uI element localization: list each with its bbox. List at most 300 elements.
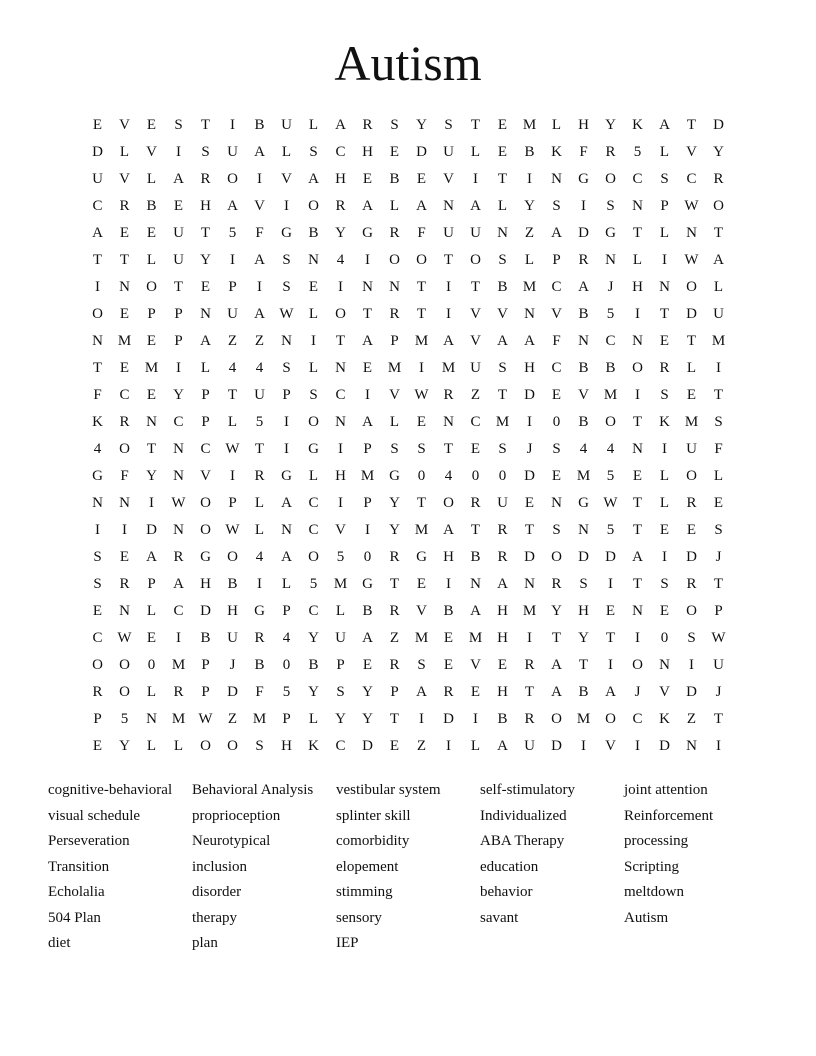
grid-letter: T <box>632 522 643 538</box>
word-list-item: 504 Plan <box>48 909 101 926</box>
word-list-item: Autism <box>624 909 669 926</box>
grid-letter: T <box>686 117 697 133</box>
grid-letter: L <box>119 144 130 160</box>
word-list-item: Echolalia <box>48 884 105 900</box>
grid-letter: B <box>443 603 454 619</box>
grid-letter: U <box>713 306 724 322</box>
grid-letter: T <box>497 387 508 403</box>
grid-letter: R <box>443 684 454 700</box>
grid-letter: N <box>119 495 130 511</box>
grid-letter: Y <box>605 117 616 133</box>
grid-letter: N <box>632 333 643 349</box>
grid-letter: I <box>338 441 343 457</box>
grid-letter: C <box>308 522 319 538</box>
grid-letter: W <box>414 387 429 403</box>
grid-letter: 4 <box>282 630 291 646</box>
grid-letter: P <box>714 603 723 619</box>
word-list-item: IEP <box>336 935 359 951</box>
grid-letter: M <box>522 117 537 133</box>
grid-letter: N <box>524 576 535 592</box>
grid-letter: B <box>524 144 535 160</box>
grid-letter: P <box>147 306 156 322</box>
grid-letter: V <box>335 522 346 538</box>
grid-letter: O <box>308 549 319 565</box>
grid-letter: L <box>146 738 157 754</box>
grid-letter: A <box>416 684 427 700</box>
grid-letter: T <box>416 306 427 322</box>
grid-letter: 0 <box>417 468 426 484</box>
grid-letter: W <box>225 522 240 538</box>
grid-letter: M <box>360 468 375 484</box>
grid-letter: I <box>635 387 640 403</box>
grid-letter: H <box>335 171 346 187</box>
grid-letter: Y <box>146 468 157 484</box>
grid-letter: T <box>659 306 670 322</box>
grid-letter: Y <box>335 711 346 727</box>
grid-letter: E <box>362 657 373 673</box>
grid-letter: B <box>497 711 508 727</box>
grid-letter: L <box>659 468 670 484</box>
grid-letter: R <box>389 549 400 565</box>
grid-letter: Y <box>173 387 184 403</box>
grid-letter: O <box>146 279 157 295</box>
grid-letter: T <box>713 576 724 592</box>
grid-letter: 5 <box>282 684 291 700</box>
word-list-item: Neurotypical <box>192 833 271 849</box>
grid-letter: S <box>282 360 291 376</box>
grid-letter: S <box>579 576 588 592</box>
grid-letter: S <box>309 144 318 160</box>
grid-letter: 0 <box>147 657 156 673</box>
grid-letter: M <box>603 387 618 403</box>
grid-letter: O <box>605 711 616 727</box>
grid-letter: I <box>662 441 667 457</box>
grid-letter: T <box>416 279 427 295</box>
grid-letter: 4 <box>606 441 615 457</box>
grid-letter: R <box>389 657 400 673</box>
grid-letter: 4 <box>93 441 102 457</box>
grid-letter: I <box>311 333 316 349</box>
grid-letter: N <box>551 171 562 187</box>
grid-letter: P <box>282 711 291 727</box>
word-list-item: inclusion <box>192 858 247 875</box>
grid-letter: S <box>498 441 507 457</box>
word-list-item: therapy <box>192 909 237 926</box>
grid-letter: E <box>119 306 130 322</box>
grid-letter: I <box>257 279 262 295</box>
grid-letter: J <box>229 657 236 673</box>
word-list-item: cognitive-behavioral <box>48 782 173 798</box>
grid-letter: T <box>632 225 643 241</box>
grid-letter: F <box>714 441 723 457</box>
grid-letter: T <box>578 657 589 673</box>
grid-letter: Y <box>389 522 400 538</box>
grid-letter: M <box>414 333 429 349</box>
grid-letter: R <box>524 711 535 727</box>
grid-letter: V <box>200 468 211 484</box>
grid-letter: T <box>470 117 481 133</box>
grid-letter: L <box>497 198 508 214</box>
grid-letter: E <box>119 549 130 565</box>
grid-letter: B <box>605 360 616 376</box>
grid-letter: 5 <box>606 306 615 322</box>
grid-letter: A <box>497 333 508 349</box>
grid-letter: E <box>605 603 616 619</box>
grid-letter: T <box>632 414 643 430</box>
grid-letter: S <box>336 684 345 700</box>
grid-row <box>84 544 732 571</box>
grid-letter: I <box>635 306 640 322</box>
grid-row <box>84 139 732 166</box>
grid-letter: E <box>470 684 481 700</box>
page-title: Autism <box>334 35 482 91</box>
grid-letter: H <box>497 603 508 619</box>
grid-letter: B <box>578 360 589 376</box>
grid-letter: E <box>659 333 670 349</box>
grid-letter: L <box>254 495 265 511</box>
grid-letter: L <box>686 360 697 376</box>
grid-letter: K <box>659 711 670 727</box>
grid-letter: F <box>552 333 561 349</box>
grid-letter: Y <box>362 711 373 727</box>
grid-letter: H <box>497 630 508 646</box>
grid-letter: D <box>443 711 454 727</box>
grid-letter: I <box>95 279 100 295</box>
grid-letter: R <box>254 468 265 484</box>
grid-letter: M <box>171 711 186 727</box>
grid-letter: O <box>200 522 211 538</box>
grid-letter: I <box>257 576 262 592</box>
grid-letter: O <box>227 549 238 565</box>
grid-letter: D <box>605 549 616 565</box>
grid-letter: Z <box>227 711 238 727</box>
grid-letter: I <box>338 279 343 295</box>
grid-letter: N <box>173 441 184 457</box>
grid-letter: D <box>524 549 535 565</box>
grid-letter: A <box>524 333 535 349</box>
grid-letter: R <box>686 495 697 511</box>
grid-letter: M <box>414 522 429 538</box>
grid-letter: V <box>605 738 616 754</box>
grid-letter: M <box>522 279 537 295</box>
grid-letter: Z <box>416 738 427 754</box>
grid-row <box>84 409 732 436</box>
grid-letter: N <box>281 522 292 538</box>
grid-letter: N <box>146 711 157 727</box>
grid-letter: N <box>173 468 184 484</box>
grid-letter: I <box>365 252 370 268</box>
grid-letter: O <box>308 198 319 214</box>
grid-letter: R <box>389 306 400 322</box>
grid-letter: O <box>92 306 103 322</box>
grid-letter: Y <box>713 144 724 160</box>
grid-letter: S <box>93 576 102 592</box>
grid-letter: T <box>632 576 643 592</box>
grid-letter: T <box>200 117 211 133</box>
grid-letter: S <box>660 387 669 403</box>
grid-letter: M <box>495 414 510 430</box>
grid-letter: Z <box>389 630 400 646</box>
grid-row <box>84 301 732 328</box>
grid-letter: I <box>716 360 721 376</box>
grid-letter: E <box>443 630 454 646</box>
grid-letter: V <box>578 387 589 403</box>
grid-letter: W <box>198 711 213 727</box>
grid-letter: A <box>227 198 238 214</box>
grid-letter: I <box>473 711 478 727</box>
grid-letter: T <box>443 441 454 457</box>
grid-letter: U <box>713 657 724 673</box>
grid-letter: U <box>281 117 292 133</box>
grid-letter: S <box>417 657 426 673</box>
grid-letter: U <box>470 360 481 376</box>
grid-letter: I <box>581 198 586 214</box>
grid-letter: Y <box>308 684 319 700</box>
grid-letter: A <box>416 198 427 214</box>
grid-letter: C <box>335 387 346 403</box>
grid-letter: I <box>689 657 694 673</box>
grid-letter: N <box>362 279 373 295</box>
word-list-item: plan <box>192 935 218 951</box>
grid-letter: I <box>365 387 370 403</box>
grid-letter: G <box>92 468 103 484</box>
grid-letter: E <box>389 144 400 160</box>
grid-letter: U <box>686 441 697 457</box>
grid-letter: L <box>173 738 184 754</box>
grid-letter: R <box>200 171 211 187</box>
grid-row <box>84 112 732 139</box>
grid-letter: L <box>308 117 319 133</box>
grid-letter: N <box>443 414 454 430</box>
grid-letter: G <box>200 549 211 565</box>
grid-letter: A <box>254 252 265 268</box>
grid-row <box>84 355 732 382</box>
grid-letter: G <box>308 441 319 457</box>
grid-letter: N <box>632 441 643 457</box>
grid-letter: S <box>201 144 210 160</box>
grid-row <box>84 328 732 355</box>
grid-letter: B <box>389 171 400 187</box>
grid-row <box>84 382 732 409</box>
grid-letter: R <box>119 576 130 592</box>
grid-letter: T <box>497 171 508 187</box>
grid-letter: 4 <box>336 252 345 268</box>
grid-letter: R <box>173 549 184 565</box>
grid-letter: Z <box>524 225 535 241</box>
grid-letter: C <box>119 387 130 403</box>
grid-letter: N <box>146 414 157 430</box>
grid-letter: 5 <box>606 468 615 484</box>
grid-letter: L <box>713 279 724 295</box>
grid-letter: S <box>660 171 669 187</box>
grid-letter: G <box>578 171 589 187</box>
grid-letter: I <box>176 360 181 376</box>
grid-letter: 5 <box>606 522 615 538</box>
grid-letter: B <box>200 630 211 646</box>
grid-letter: B <box>146 198 157 214</box>
grid-letter: T <box>389 576 400 592</box>
grid-letter: I <box>446 738 451 754</box>
grid-letter: D <box>362 738 373 754</box>
grid-letter: M <box>468 630 483 646</box>
grid-letter: S <box>714 414 723 430</box>
grid-letter: V <box>497 306 508 322</box>
grid-letter: D <box>578 225 589 241</box>
grid-row <box>84 706 732 733</box>
grid-letter: K <box>551 144 562 160</box>
grid-letter: P <box>363 495 372 511</box>
grid-letter: A <box>308 171 319 187</box>
grid-letter: I <box>230 252 235 268</box>
grid-letter: E <box>497 144 508 160</box>
grid-letter: G <box>605 225 616 241</box>
grid-letter: E <box>659 522 670 538</box>
grid-letter: T <box>632 495 643 511</box>
grid-letter: T <box>389 711 400 727</box>
grid-letter: S <box>444 117 453 133</box>
grid-letter: T <box>713 711 724 727</box>
grid-letter: P <box>552 252 561 268</box>
grid-letter: T <box>470 522 481 538</box>
grid-letter: C <box>605 333 616 349</box>
grid-row <box>84 274 732 301</box>
grid-letter: V <box>416 603 427 619</box>
grid-letter: U <box>254 387 265 403</box>
grid-letter: E <box>416 414 427 430</box>
grid-letter: S <box>687 630 696 646</box>
grid-letter: N <box>497 225 508 241</box>
grid-letter: T <box>713 387 724 403</box>
grid-letter: T <box>92 360 103 376</box>
grid-letter: P <box>390 333 399 349</box>
grid-letter: B <box>227 576 238 592</box>
grid-letter: P <box>282 387 291 403</box>
grid-letter: R <box>389 603 400 619</box>
grid-letter: D <box>200 603 211 619</box>
grid-letter: I <box>527 630 532 646</box>
grid-letter: D <box>551 738 562 754</box>
grid-letter: R <box>92 684 103 700</box>
grid-letter: L <box>389 414 400 430</box>
grid-letter: I <box>176 630 181 646</box>
grid-letter: N <box>92 333 103 349</box>
grid-letter: A <box>443 522 454 538</box>
grid-letter: 0 <box>552 414 561 430</box>
grid-letter: N <box>551 495 562 511</box>
grid-letter: O <box>92 657 103 673</box>
grid-letter: Z <box>227 333 238 349</box>
grid-letter: Y <box>416 117 427 133</box>
grid-letter: R <box>443 387 454 403</box>
grid-letter: I <box>419 711 424 727</box>
grid-letter: C <box>335 144 346 160</box>
grid-letter: T <box>173 279 184 295</box>
grid-letter: G <box>362 576 373 592</box>
grid-letter: L <box>146 171 157 187</box>
grid-letter: R <box>686 576 697 592</box>
grid-letter: N <box>335 414 346 430</box>
grid-letter: L <box>632 252 643 268</box>
grid-letter: J <box>715 549 722 565</box>
grid-letter: T <box>362 306 373 322</box>
grid-letter: I <box>662 252 667 268</box>
grid-letter: E <box>416 576 427 592</box>
grid-letter: U <box>443 144 454 160</box>
grid-letter: O <box>443 495 454 511</box>
grid-letter: T <box>551 630 562 646</box>
grid-row <box>84 247 732 274</box>
grid-letter: C <box>173 603 184 619</box>
grid-letter: E <box>362 360 373 376</box>
grid-letter: I <box>635 630 640 646</box>
grid-letter: N <box>92 495 103 511</box>
grid-letter: A <box>497 576 508 592</box>
grid-row <box>84 490 732 517</box>
grid-letter: O <box>119 657 130 673</box>
grid-letter: R <box>173 684 184 700</box>
grid-letter: C <box>308 495 319 511</box>
grid-letter: I <box>95 522 100 538</box>
grid-letter: L <box>281 144 292 160</box>
grid-letter: D <box>686 306 697 322</box>
grid-letter: 4 <box>444 468 453 484</box>
grid-letter: M <box>333 576 348 592</box>
grid-letter: I <box>527 171 532 187</box>
grid-letter: P <box>174 306 183 322</box>
grid-letter: Y <box>119 738 130 754</box>
grid-letter: M <box>576 468 591 484</box>
grid-letter: C <box>551 360 562 376</box>
grid-letter: I <box>608 576 613 592</box>
grid-letter: E <box>308 279 319 295</box>
grid-letter: E <box>659 603 670 619</box>
grid-letter: I <box>284 198 289 214</box>
grid-letter: R <box>389 225 400 241</box>
grid-letter: L <box>524 252 535 268</box>
grid-letter: 5 <box>336 549 345 565</box>
grid-letter: E <box>416 171 427 187</box>
grid-letter: S <box>660 576 669 592</box>
grid-letter: T <box>335 333 346 349</box>
grid-letter: F <box>93 387 102 403</box>
grid-letter: R <box>605 144 616 160</box>
grid-letter: F <box>255 684 264 700</box>
grid-letter: K <box>659 414 670 430</box>
grid-letter: N <box>119 279 130 295</box>
grid-letter: U <box>524 738 535 754</box>
grid-letter: H <box>362 144 373 160</box>
grid-letter: I <box>527 414 532 430</box>
grid-letter: E <box>551 387 562 403</box>
grid-letter: Y <box>551 603 562 619</box>
grid-letter: E <box>524 495 535 511</box>
grid-letter: B <box>254 117 265 133</box>
grid-letter: T <box>416 495 427 511</box>
word-list-item: stimming <box>336 884 393 900</box>
grid-letter: A <box>713 252 724 268</box>
grid-letter: O <box>686 603 697 619</box>
grid-letter: A <box>254 306 265 322</box>
grid-letter: E <box>146 387 157 403</box>
grid-letter: T <box>524 684 535 700</box>
grid-letter: R <box>551 576 562 592</box>
grid-letter: N <box>308 252 319 268</box>
grid-row <box>84 733 732 760</box>
grid-letter: D <box>659 738 670 754</box>
grid-letter: L <box>659 495 670 511</box>
grid-letter: I <box>284 414 289 430</box>
grid-letter: S <box>552 522 561 538</box>
